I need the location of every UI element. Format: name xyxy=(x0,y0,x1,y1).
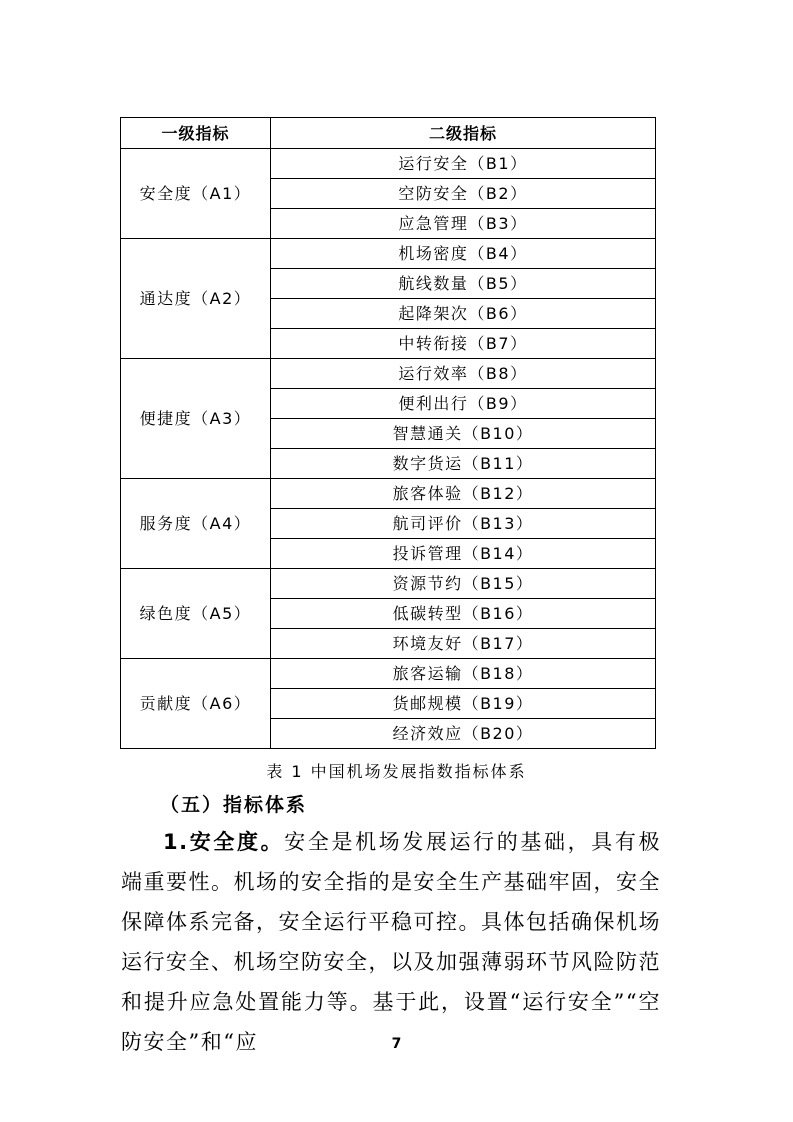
level2-indicator-cell: 低碳转型（B16） xyxy=(271,599,656,629)
table-body xyxy=(121,149,656,749)
level1-indicator-cell: 安全度（A1） xyxy=(121,149,271,239)
index-system-table xyxy=(120,117,656,749)
table-row xyxy=(121,239,656,269)
level2-indicator-cell: 旅客体验（B12） xyxy=(271,479,656,509)
level2-indicator-cell: 运行安全（B1） xyxy=(271,149,656,179)
table-row xyxy=(121,359,656,389)
level2-indicator-cell: 便利出行（B9） xyxy=(271,389,656,419)
header-level1: 一级指标 xyxy=(121,118,271,149)
table-row xyxy=(121,479,656,509)
level2-indicator-cell: 航司评价（B13） xyxy=(271,509,656,539)
level2-indicator-cell: 货邮规模（B19） xyxy=(271,689,656,719)
table-row xyxy=(121,569,656,599)
section-heading: （五）指标体系 xyxy=(160,794,308,816)
level2-indicator-cell: 运行效率（B8） xyxy=(271,359,656,389)
table-caption: 表 1 中国机场发展指数指标体系 xyxy=(266,762,527,781)
table-header-row xyxy=(121,118,656,149)
header-level2: 二级指标 xyxy=(271,118,656,149)
level2-indicator-cell: 环境友好（B17） xyxy=(271,629,656,659)
level2-indicator-cell: 中转衔接（B7） xyxy=(271,329,656,359)
level2-indicator-cell: 经济效应（B20） xyxy=(271,719,656,749)
level2-indicator-cell: 智慧通关（B10） xyxy=(271,419,656,449)
level2-indicator-cell: 投诉管理（B14） xyxy=(271,539,656,569)
table-row xyxy=(121,149,656,179)
level2-indicator-cell: 数字货运（B11） xyxy=(271,449,656,479)
level2-indicator-cell: 起降架次（B6） xyxy=(271,299,656,329)
level1-indicator-cell: 通达度（A2） xyxy=(121,239,271,359)
level1-indicator-cell: 贡献度（A6） xyxy=(121,659,271,749)
level1-indicator-cell: 便捷度（A3） xyxy=(121,359,271,479)
paragraph-lead: 1.安全度。 xyxy=(163,830,285,854)
table-row xyxy=(121,659,656,689)
level1-indicator-cell: 服务度（A4） xyxy=(121,479,271,569)
level2-indicator-cell: 旅客运输（B18） xyxy=(271,659,656,689)
level2-indicator-cell: 机场密度（B4） xyxy=(271,239,656,269)
level2-indicator-cell: 航线数量（B5） xyxy=(271,269,656,299)
paragraph-text: 安全是机场发展运行的基础，具有极端重要性。机场的安全指的是安全生产基础牢固，安全保障体系完备，安全运行平稳可控。具体包括确保机场运行安全、机场空防安全，以及加强薄弱环节风险防范和提升应急处置能力等。基于此，设置“运行安全”“空防安全”和“应 xyxy=(121,830,662,1054)
level1-indicator-cell: 绿色度（A5） xyxy=(121,569,271,659)
body-paragraph xyxy=(121,822,661,1062)
level2-indicator-cell: 资源节约（B15） xyxy=(271,569,656,599)
page-number: 7 xyxy=(391,1036,402,1052)
level2-indicator-cell: 应急管理（B3） xyxy=(271,209,656,239)
level2-indicator-cell: 空防安全（B2） xyxy=(271,179,656,209)
